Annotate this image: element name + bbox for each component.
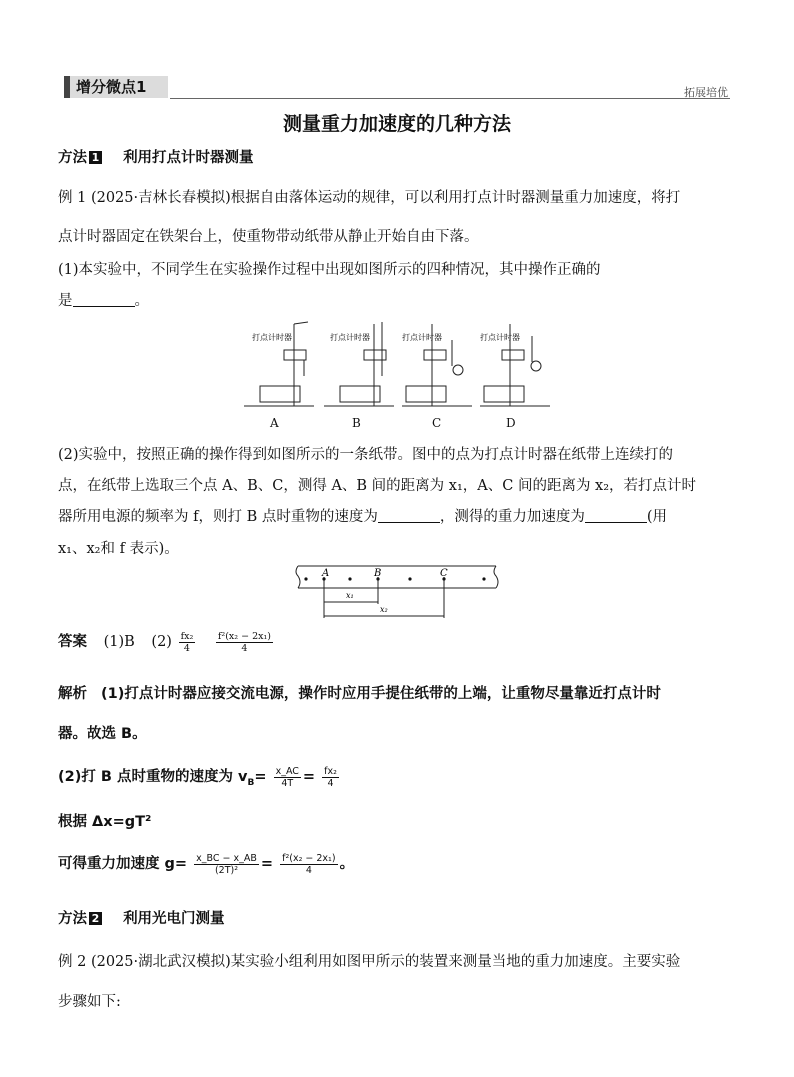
- tape-point-b: B: [374, 568, 382, 579]
- device-label-d: 打点计时器: [480, 333, 520, 342]
- ex1-q2a: (2)实验中，按照正确的操作得到如图所示的一条纸带。图中的点为打点计时器在纸带上连续打的: [58, 447, 674, 463]
- device-label-c: 打点计时器: [402, 333, 442, 342]
- header-right-label: 拓展培优: [684, 86, 728, 99]
- ex2-line1: 例 2 (2025·湖北武汉模拟)某实验小组利用如图甲所示的装置来测量当地的重力加速度。主要实验: [58, 954, 681, 970]
- device-label-b: 打点计时器: [330, 333, 370, 342]
- tape-x2: x₂: [380, 605, 388, 614]
- tape-point-c: C: [440, 568, 448, 579]
- ex1-line1: 例 1 (2025·吉林长春模拟)根据自由落体运动的规律，可以利用打点计时器测量重力加速度，将打: [58, 190, 681, 206]
- ex1-q2d: x₁、x₂和 f 表示)。: [58, 541, 179, 557]
- analysis-line2: 器。故选 B。: [58, 726, 147, 742]
- fig-label-c: C: [432, 416, 442, 430]
- ex1-line2: 点计时器固定在铁架台上，使重物带动纸带从静止开始自由下落。: [58, 229, 479, 245]
- ex1-q1a: (1)本实验中，不同学生在实验操作过程中出现如图所示的四种情况，其中操作正确的: [58, 262, 601, 278]
- answer-line: 答案 (1)B (2) $\frac{\text{fx₂}}{4}$ $\frac{\text{f²(x₂ − 2x₁)}}{4}$: [58, 630, 271, 654]
- ex1-q2b: 点，在纸带上选取三个点 A、B、C，测得 A、B 间的距离为 x₁，A、C 间的距离为 x₂，若打点计时: [58, 478, 697, 494]
- analysis-line4: 根据 Δx=gT²: [58, 814, 152, 830]
- method2-heading: 方法 2 利用光电门测量: [58, 911, 225, 927]
- method1-heading: 方法 1 利用打点计时器测量: [58, 150, 254, 166]
- method-number-badge: 1: [89, 151, 102, 164]
- fig-label-a: A: [270, 416, 279, 430]
- page-title: 测量重力加速度的几种方法: [282, 113, 511, 135]
- answer-blank: [73, 292, 135, 307]
- device-label-a: 打点计时器: [252, 333, 292, 342]
- tape-point-a: A: [322, 568, 330, 579]
- experiment-figure: [244, 316, 552, 410]
- answer-blank: [378, 508, 440, 523]
- paper-tape-figure: [294, 562, 500, 624]
- section-tag: 增分微点1: [64, 76, 168, 98]
- answer-blank: [585, 508, 647, 523]
- method-number-badge: 2: [89, 912, 102, 925]
- fig-label-d: D: [506, 416, 516, 430]
- fig-label-b: B: [352, 416, 361, 430]
- analysis-line5: 可得重力加速度 g= $\frac{x\_BC - x\_AB}{\text{(2T)²}}$ = $\frac{\text{f²(x₂ − 2x₁)}}{4}$ 。: [58, 852, 355, 876]
- tape-x1: x₁: [346, 591, 354, 600]
- ex1-q1b: 是 。: [58, 293, 149, 309]
- ex1-q2c: 器所用电源的频率为 f，则打 B 点时重物的速度为 ，测得的重力加速度为 (用: [58, 509, 668, 525]
- analysis-line1: 解析 (1)打点计时器应接交流电源，操作时应用手提住纸带的上端，让重物尽量靠近打点计时: [58, 686, 661, 702]
- analysis-line3: (2)打 B 点时重物的速度为 $v_B=$ $\frac{x\_AC}{4T}$ = $\frac{\text{fx₂}}{4}$: [58, 765, 337, 789]
- ex2-line2: 步骤如下:: [58, 994, 121, 1010]
- header-rule: [170, 98, 730, 99]
